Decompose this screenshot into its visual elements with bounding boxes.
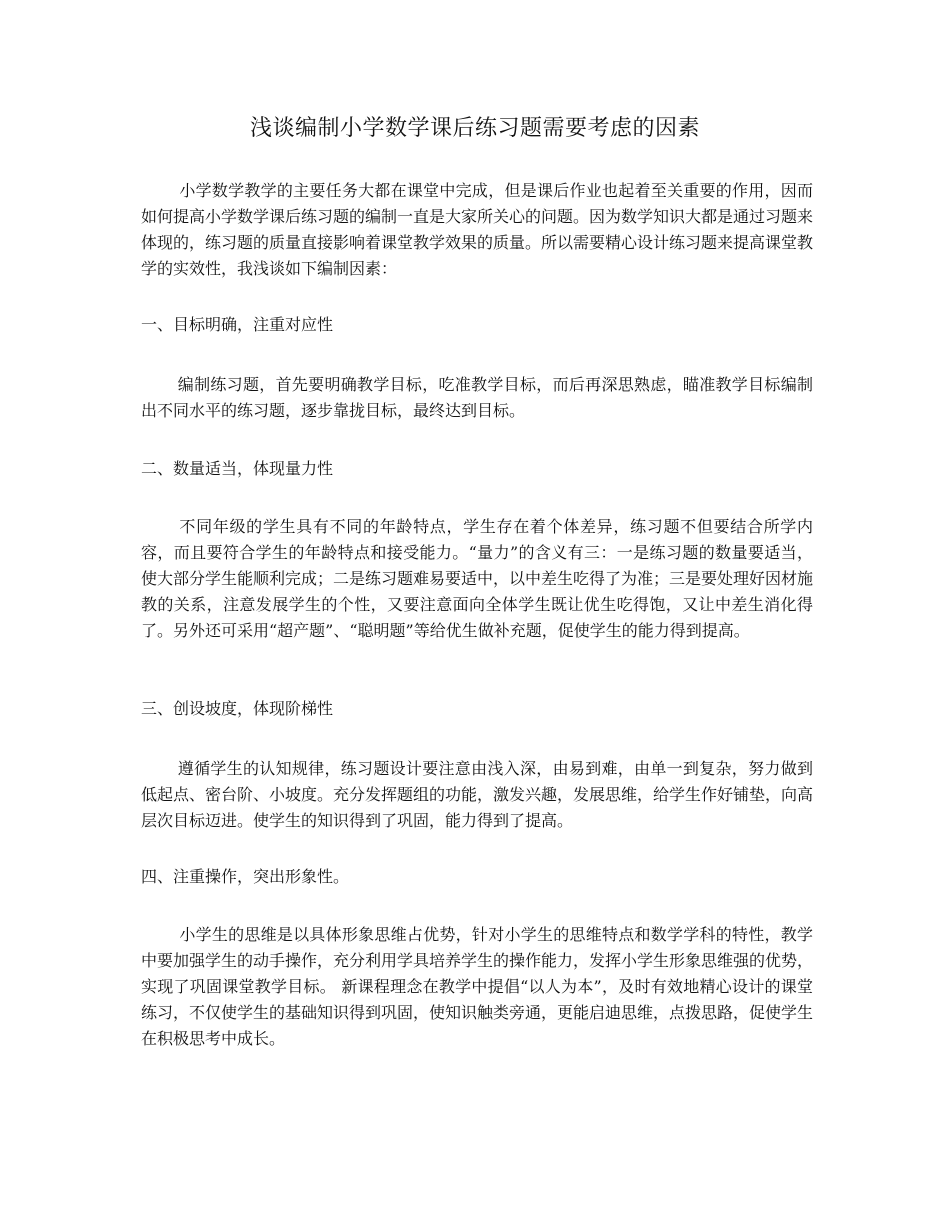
document-title: 浅谈编制小学数学课后练习题需要考虑的因素 xyxy=(249,116,700,141)
section-heading-2: 二、数量适当，体现量力性 xyxy=(141,459,334,478)
section-heading-1: 一、目标明确，注重对应性 xyxy=(141,315,334,334)
intro-paragraph: 小学数学教学的主要任务大都在课堂中完成，但是课后作业也起着至关重要的作用，因而如何提高小学数学课后练习题的编制一直是大家所关心的问题。因为数学知识大都是通过习题来体现的，练习题的质量直接影响着课堂教学效果的质量。所以需要精心设计练习题来提高课堂教学的实效性，我浅谈如下编制因素： xyxy=(141,181,814,278)
section-heading-4: 四、注重操作，突出形象性。 xyxy=(141,867,350,886)
section-heading-3: 三、创设坡度，体现阶梯性 xyxy=(141,699,334,718)
section-body-2: 不同年级的学生具有不同的年龄特点，学生存在着个体差异，练习题不但要结合所学内容，而且要符合学生的年龄特点和接受能力。“量力”的含义有三：一是练习题的数量要适当，使大部分学生能顺利完成；二是练习题难易要适中，以中差生吃得了为准；三是要处理好因材施教的关系，注意发展学生的个性，又要注意面向全体学生既让优生吃得饱，又让中差生消化得了。另外还可采用“超产题”、“聪明题”等给优生做补充题，促使学生的能力得到提高。 xyxy=(141,517,814,640)
section-body-4: 小学生的思维是以具体形象思维占优势，针对小学生的思维特点和数学学科的特性，教学中要加强学生的动手操作，充分利用学具培养学生的操作能力，发挥小学生形象思维强的优势，实现了巩固课堂教学目标。 新课程理念在教学中提倡“以人为本”，及时有效地精心设计的课堂练习，不仅使学生的基础知识得到巩固，使知识触类旁通，更能启迪思维，点拨思路，促使学生在积极思考中成长。 xyxy=(141,925,814,1048)
section-body-3: 遵循学生的认知规律，练习题设计要注意由浅入深，由易到难，由单一到复杂，努力做到低起点、密台阶、小坡度。充分发挥题组的功能，激发兴趣，发展思维，给学生作好铺垫，向高层次目标迈进。使学生的知识得到了巩固，能力得到了提高。 xyxy=(141,759,814,830)
section-body-1: 编制练习题，首先要明确教学目标，吃准教学目标，而后再深思熟虑，瞄准教学目标编制出不同水平的练习题，逐步靠拢目标，最终达到目标。 xyxy=(141,375,813,420)
